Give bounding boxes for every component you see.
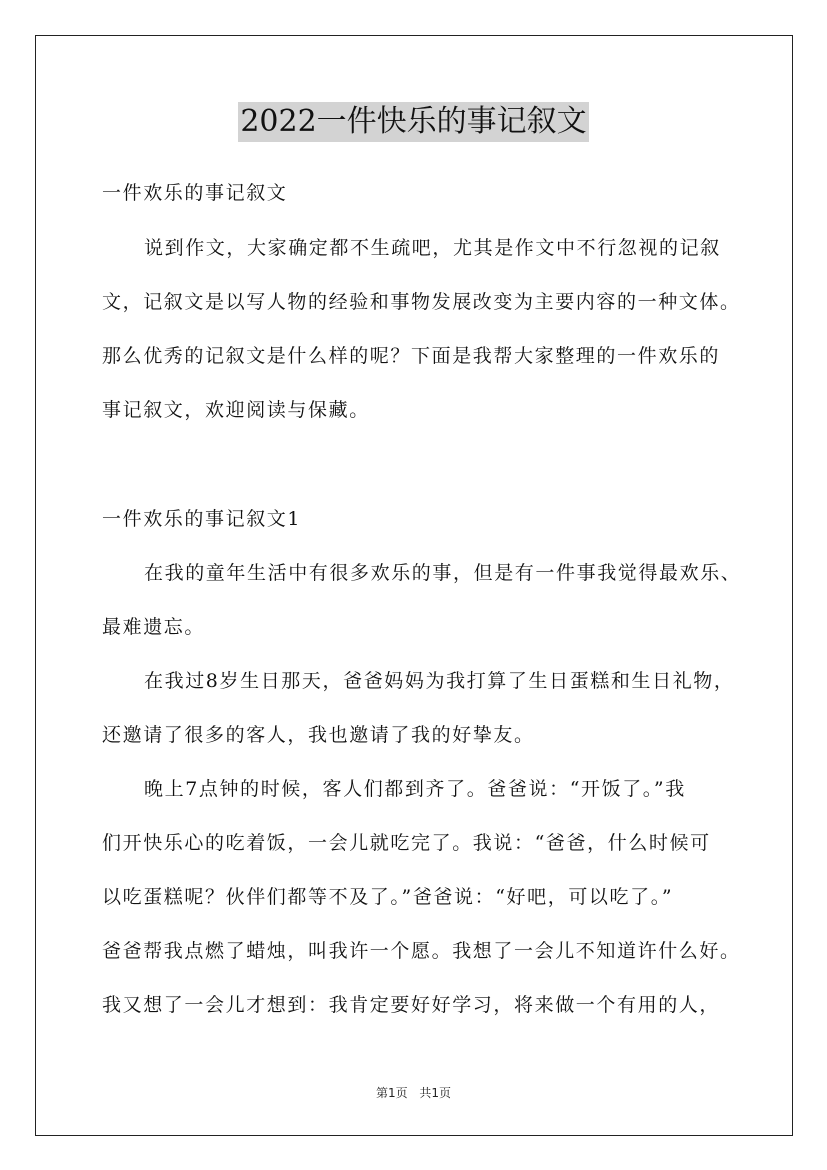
- paragraph-line: 还邀请了很多的客人，我也邀请了我的好挚友。: [102, 724, 535, 746]
- document-title: 2022一件快乐的事记叙文: [238, 102, 588, 142]
- paragraph-line: 在我过8岁生日那天，爸爸妈妈为我打算了生日蛋糕和生日礼物，: [144, 670, 735, 692]
- paragraph-line: 我又想了一会儿才想到：我肯定要好好学习，将来做一个有用的人，: [102, 994, 721, 1016]
- page-footer: [0, 1084, 827, 1101]
- paragraph-line: 在我的童年生活中有很多欢乐的事，但是有一件事我觉得最欢乐、: [144, 562, 742, 584]
- paragraph-line: 文，记叙文是以写人物的经验和事物发展改变为主要内容的一种文体。: [102, 291, 741, 313]
- section-heading: 一件欢乐的事记叙文: [102, 182, 288, 204]
- title-wrapper: [0, 102, 827, 142]
- page-number: 第1页: [375, 1086, 408, 1100]
- paragraph-line: 爸爸帮我点燃了蜡烛，叫我许一个愿。我想了一会儿不知道许什么好。: [102, 940, 741, 962]
- paragraph-line: 那么优秀的记叙文是什么样的呢？下面是我帮大家整理的一件欢乐的: [102, 345, 721, 367]
- paragraph-line: 以吃蛋糕呢？伙伴们都等不及了。”爸爸说：“好吧，可以吃了。”: [102, 886, 674, 908]
- paragraph-line: 晚上7点钟的时候，客人们都到齐了。爸爸说：“开饭了。”我: [144, 778, 686, 800]
- page-count: 共1页: [419, 1086, 452, 1100]
- paragraph-line: 说到作文，大家确定都不生疏吧，尤其是作文中不行忽视的记叙: [144, 237, 721, 259]
- paragraph-line: 事记叙文，欢迎阅读与保藏。: [102, 399, 370, 421]
- section-heading: 一件欢乐的事记叙文1: [102, 508, 302, 530]
- paragraph-line: 最难遗忘。: [102, 616, 206, 638]
- paragraph-line: 们开快乐心的吃着饭，一会儿就吃完了。我说：“爸爸，什么时候可: [102, 832, 711, 854]
